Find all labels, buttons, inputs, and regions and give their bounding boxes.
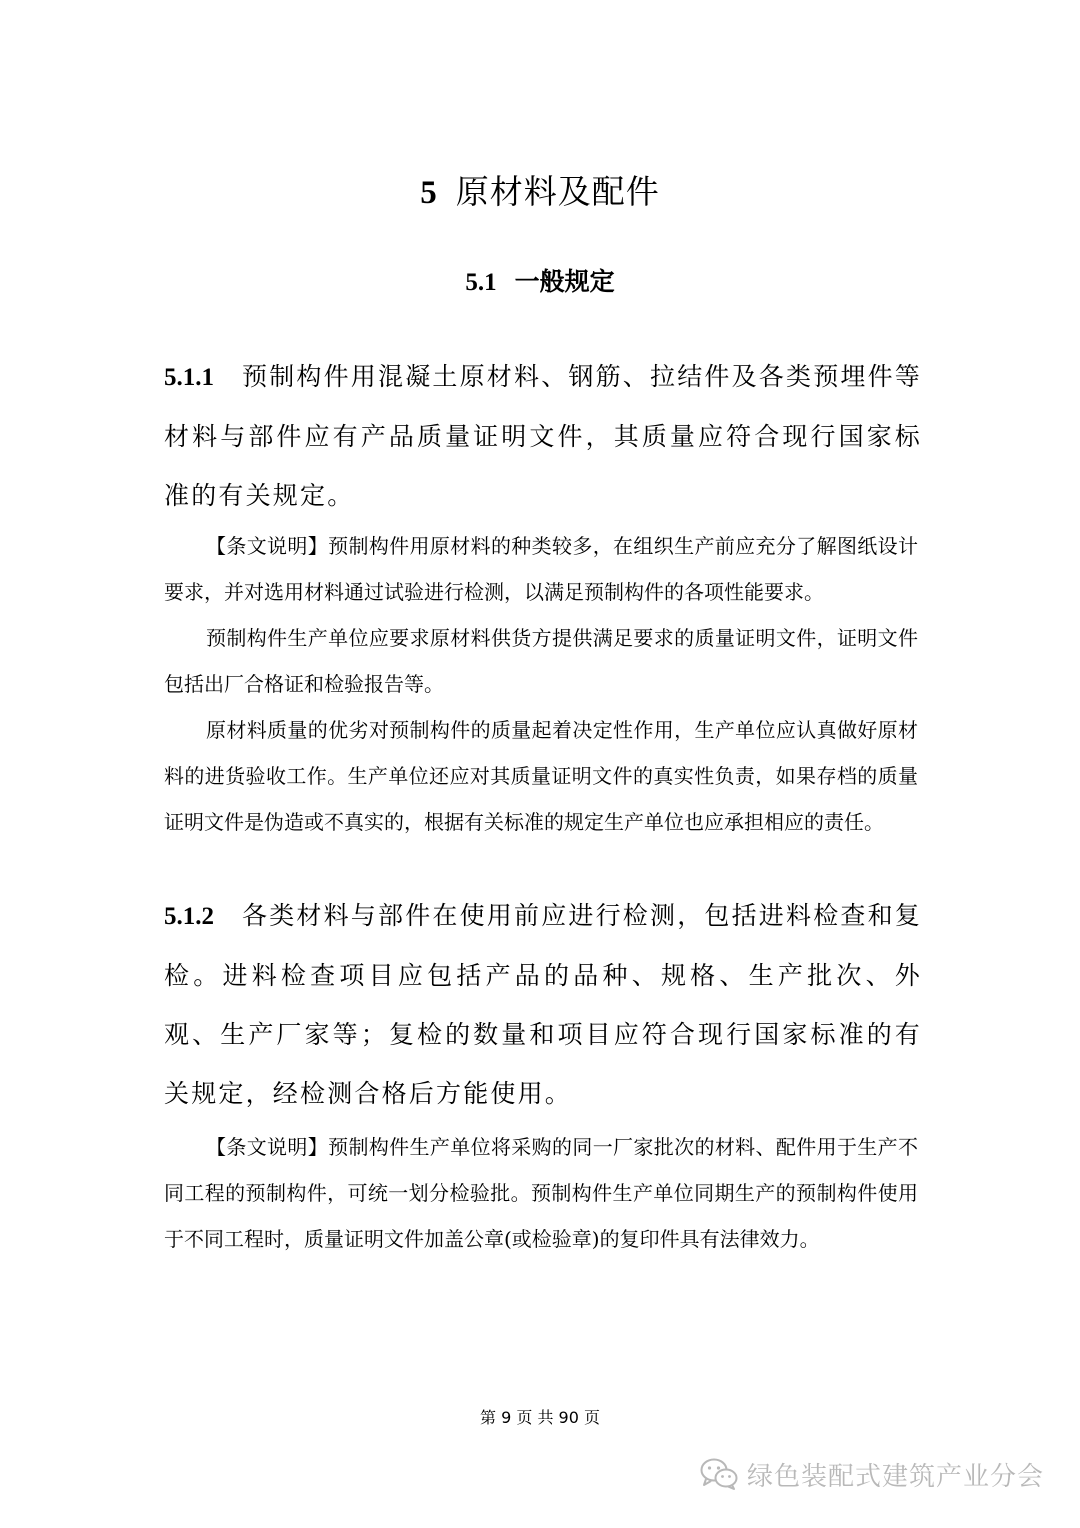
explanation-paragraph: 【条文说明】预制构件生产单位将采购的同一厂家批次的材料、配件用于生产不同工程的预制构件，可统一划分检验批。预制构件生产单位同期生产的预制构件使用于不同工程时，质量证明文件加盖公章(或检验章)的复印件具有法律效力。 bbox=[164, 1135, 918, 1251]
section-title: 一般规定 bbox=[514, 267, 615, 296]
chapter-heading bbox=[0, 168, 1080, 217]
section-number: 5.1 bbox=[465, 269, 497, 296]
watermark-text: 绿色装配式建筑产业分会 bbox=[746, 1461, 1044, 1492]
explanation-paragraph: 【条文说明】预制构件用原材料的种类较多，在组织生产前应充分了解图纸设计要求，并对选用材料通过试验进行检测，以满足预制构件的各项性能要求。 bbox=[164, 534, 918, 604]
clause-text: 各类材料与部件在使用前应进行检测，包括进料检查和复检。进料检查项目应包括产品的品种、规格、生产批次、外观、生产厂家等；复检的数量和项目应符合现行国家标准的有关规定，经检测合格后方能使用。 bbox=[164, 901, 923, 1108]
clause-text: 预制构件用混凝土原材料、钢筋、拉结件及各类预埋件等材料与部件应有产品质量证明文件，其质量应符合现行国家标准的有关规定。 bbox=[164, 362, 923, 510]
section-heading bbox=[0, 262, 1080, 303]
clause-5-1-2-explanation bbox=[164, 1124, 918, 1262]
clause-5-1-2 bbox=[164, 886, 922, 1123]
chapter-number: 5 bbox=[420, 175, 438, 211]
explanation-paragraph: 原材料质量的优劣对预制构件的质量起着决定性作用，生产单位应认真做好原材料的进货验收工作。生产单位还应对其质量证明文件的真实性负责，如果存档的质量证明文件是伪造或不真实的，根据有关标准的规定生产单位也应承担相应的责任。 bbox=[164, 718, 918, 834]
page-number-footer: 第 9 页 共 90 页 bbox=[480, 1408, 600, 1427]
wechat-icon bbox=[699, 1457, 739, 1491]
watermark bbox=[699, 1452, 1044, 1496]
clause-5-1-1-explanation bbox=[164, 523, 918, 845]
explanation-paragraph: 预制构件生产单位应要求原材料供货方提供满足要求的质量证明文件，证明文件包括出厂合格证和检验报告等。 bbox=[164, 626, 918, 696]
clause-5-1-1 bbox=[164, 347, 922, 525]
chapter-title: 原材料及配件 bbox=[455, 172, 660, 211]
clause-number: 5.1.2 bbox=[164, 903, 214, 930]
clause-number: 5.1.1 bbox=[164, 364, 214, 391]
